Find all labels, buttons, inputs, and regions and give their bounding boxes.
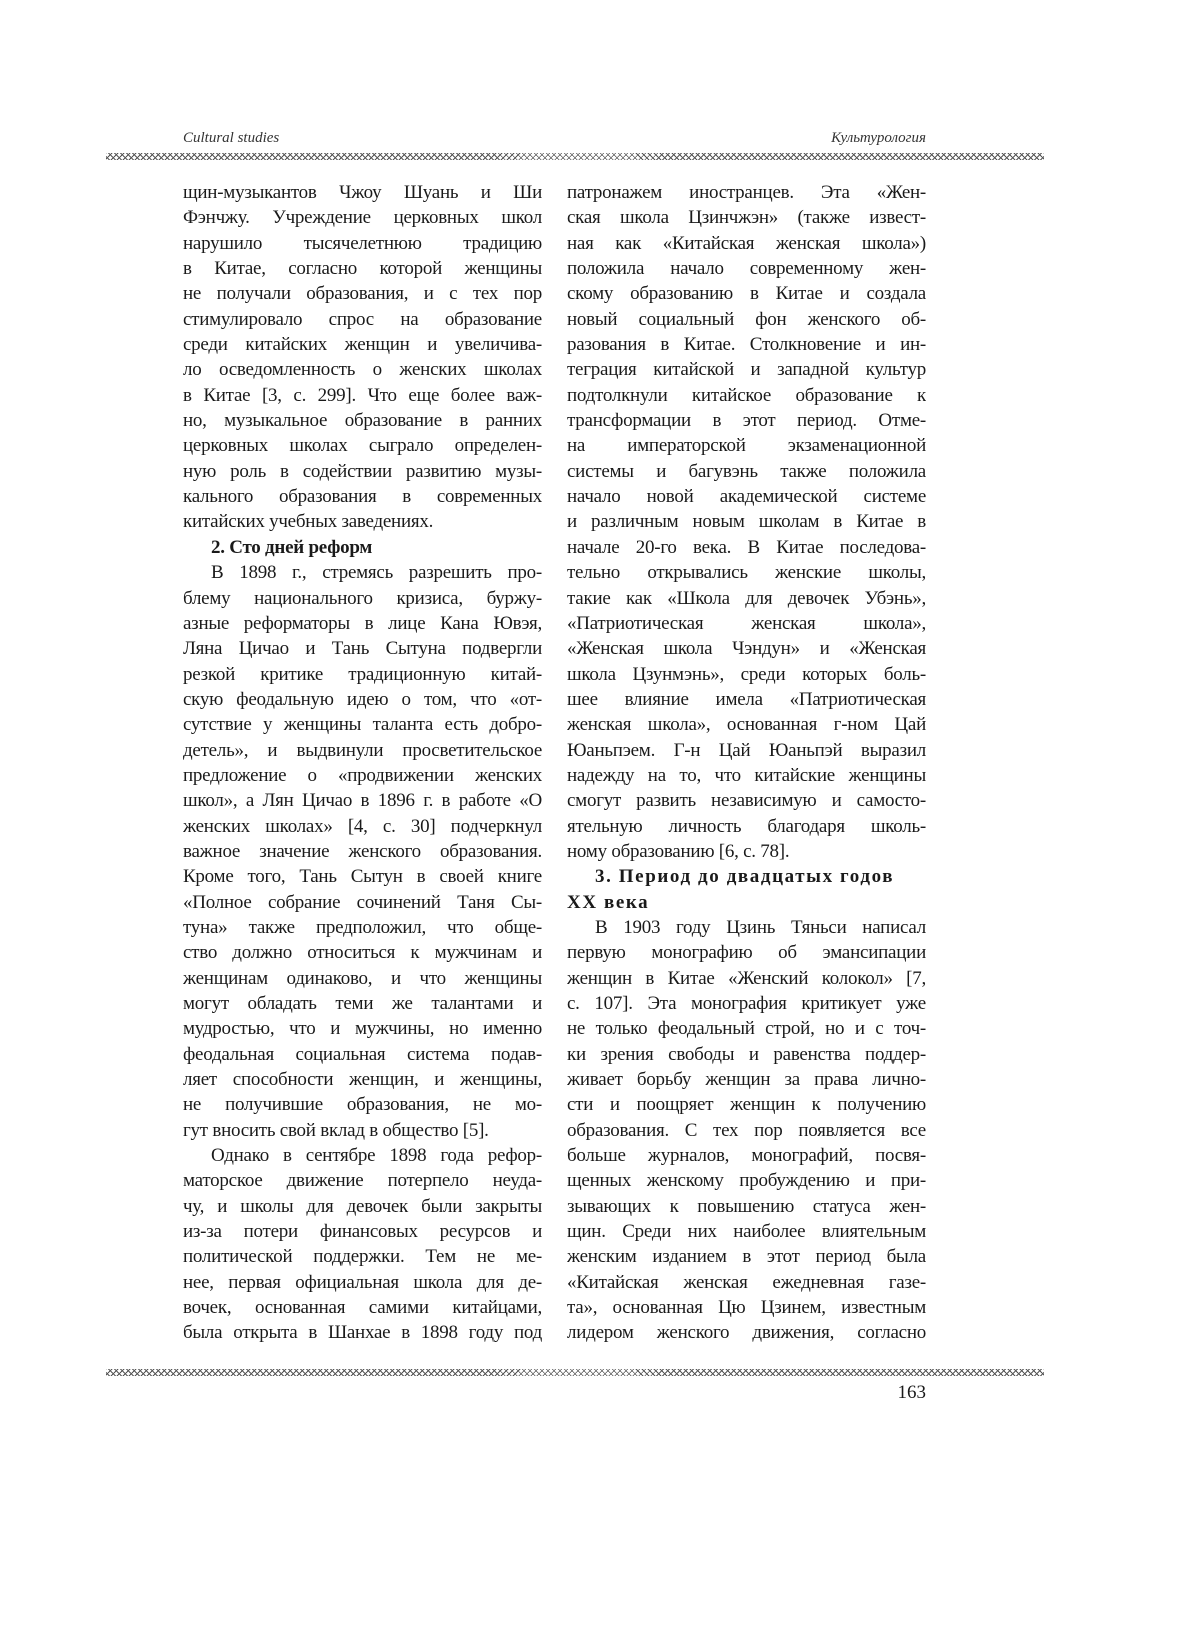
text-line: была открыта в Шанхае в 1898 году под — [183, 1320, 542, 1345]
text-line: «Патриотическая женская школа», — [567, 611, 926, 636]
text-line: чу, и школы для девочек были закрыты — [183, 1194, 542, 1219]
text-line: ляет способности женщин, и женщины, — [183, 1067, 542, 1092]
text-line: нее, первая официальная школа для де- — [183, 1270, 542, 1295]
text-line: среди китайских женщин и увеличива- — [183, 332, 542, 357]
text-line: блему национального кризиса, буржу- — [183, 586, 542, 611]
text-line: ство должно относиться к мужчинам и — [183, 940, 542, 965]
text-line: первую монографию об эмансипации — [567, 940, 926, 965]
text-line: скую феодальную идею о том, что «от- — [183, 687, 542, 712]
text-line: «Китайская женская ежедневная газе- — [567, 1270, 926, 1295]
text-line: системы и багувэнь также положила — [567, 459, 926, 484]
text-line: ло осведомленность о женских школах — [183, 357, 542, 382]
text-line: азные реформаторы в лице Кана Ювэя, — [183, 611, 542, 636]
text-line: резкой критике традиционную китай- — [183, 662, 542, 687]
text-line: Однако в сентябре 1898 года рефор- — [183, 1143, 542, 1168]
text-line: ную роль в содействии развитию музы- — [183, 459, 542, 484]
text-line: с. 107]. Эта монография критикует уже — [567, 991, 926, 1016]
text-line: трансформации в этот период. Отме- — [567, 408, 926, 433]
text-line: тельно открывались женские школы, — [567, 560, 926, 585]
text-line: школ», а Лян Цичао в 1896 г. в работе «О — [183, 788, 542, 813]
text-line: вочек, основанная самими китайцами, — [183, 1295, 542, 1320]
text-line: женским изданием в этот период была — [567, 1244, 926, 1269]
text-line: гут вносить свой вклад в общество [5]. — [183, 1118, 542, 1143]
text-line: туна» также предположил, что обще- — [183, 915, 542, 940]
text-line: и различным новым школам в Китае в — [567, 509, 926, 534]
text-line: стимулировало спрос на образование — [183, 307, 542, 332]
paragraph — [567, 915, 926, 1346]
text-line: ская школа Цзинчжэн» (также извест- — [567, 205, 926, 230]
text-line: шее влияние имела «Патриотическая — [567, 687, 926, 712]
text-line: могут обладать теми же талантами и — [183, 991, 542, 1016]
text-line: «Женская школа Чэндун» и «Женская — [567, 636, 926, 661]
text-line: Фэнчжу. Учреждение церковных школ — [183, 205, 542, 230]
text-line: та», основанная Цю Цзинем, известным — [567, 1295, 926, 1320]
text-line: Юаньпэем. Г-н Цай Юаньпэй выразил — [567, 738, 926, 763]
paragraph — [183, 560, 542, 1143]
text-line: политической поддержки. Тем не ме- — [183, 1244, 542, 1269]
text-line: не получали образования, и с тех пор — [183, 281, 542, 306]
text-line: живает борьбу женщин за права лично- — [567, 1067, 926, 1092]
text-line: китайских учебных заведениях. — [183, 509, 542, 534]
text-line: на императорской экзаменационной — [567, 433, 926, 458]
text-line: «Полное собрание сочинений Таня Сы- — [183, 890, 542, 915]
text-line: в Китае, согласно которой женщины — [183, 256, 542, 281]
footer-ornament-divider — [106, 1369, 1044, 1376]
heading-line: 2. Сто дней реформ — [183, 535, 542, 560]
text-line: подтолкнули китайское образование к — [567, 383, 926, 408]
paragraph — [183, 180, 542, 535]
text-line: кального образования в современных — [183, 484, 542, 509]
text-line: разования в Китае. Столкновение и ин- — [567, 332, 926, 357]
text-line: такие как «Школа для девочек Убэнь», — [567, 586, 926, 611]
text-line: маторское движение потерпело неуда- — [183, 1168, 542, 1193]
text-line: лидером женского движения, согласно — [567, 1320, 926, 1345]
text-line: патронажем иностранцев. Эта «Жен- — [567, 180, 926, 205]
text-line: детель», и выдвинули просветительское — [183, 738, 542, 763]
section-heading — [567, 864, 926, 915]
text-line: В 1903 году Цзинь Тяньси написал — [567, 915, 926, 940]
heading-line: 3. Период до двадцатых годов — [567, 864, 926, 889]
text-line: положила начало современному жен- — [567, 256, 926, 281]
text-line: больше журналов, монографий, посвя- — [567, 1143, 926, 1168]
heading-line: XX века — [567, 890, 926, 915]
text-line: щенных женскому пробуждению и при- — [567, 1168, 926, 1193]
text-line: но, музыкальное образование в ранних — [183, 408, 542, 433]
text-line: начале 20-го века. В Китае последова- — [567, 535, 926, 560]
text-line: ному образованию [6, с. 78]. — [567, 839, 926, 864]
text-line: феодальная социальная система подав- — [183, 1042, 542, 1067]
text-line: в Китае [3, с. 299]. Что еще более важ- — [183, 383, 542, 408]
text-line: начало новой академической системе — [567, 484, 926, 509]
text-line: предложение о «продвижении женских — [183, 763, 542, 788]
text-line: школа Цзунмэнь», среди которых боль- — [567, 662, 926, 687]
text-line: женщин в Китае «Женский колокол» [7, — [567, 966, 926, 991]
text-column-right — [567, 180, 926, 1346]
text-line: ки зрения свободы и равенства поддер- — [567, 1042, 926, 1067]
text-line: надежду на то, что китайские женщины — [567, 763, 926, 788]
text-line: не получившие образования, не мо- — [183, 1092, 542, 1117]
text-line: сти и поощряет женщин к получению — [567, 1092, 926, 1117]
text-line: смогут развить независимую и самосто- — [567, 788, 926, 813]
running-header-left: Cultural studies — [183, 130, 279, 147]
text-line: ная как «Китайская женская школа») — [567, 231, 926, 256]
text-line: новый социальный фон женского об- — [567, 307, 926, 332]
page-number: 163 — [898, 1382, 927, 1404]
text-line: нарушило тысячелетнюю традицию — [183, 231, 542, 256]
text-line: из-за потери финансовых ресурсов и — [183, 1219, 542, 1244]
running-header-right: Культурология — [831, 130, 926, 147]
text-line: Кроме того, Тань Сытун в своей книге — [183, 864, 542, 889]
text-line: женская школа», основанная г-ном Цай — [567, 712, 926, 737]
paragraph — [567, 180, 926, 864]
header-ornament-divider — [106, 153, 1044, 160]
text-column-left — [183, 180, 542, 1346]
text-line: церковных школах сыграло определен- — [183, 433, 542, 458]
text-line: женщинам одинаково, и что женщины — [183, 966, 542, 991]
text-line: не только феодальный строй, но и с точ- — [567, 1016, 926, 1041]
text-line: В 1898 г., стремясь разрешить про- — [183, 560, 542, 585]
paragraph — [183, 1143, 542, 1346]
text-line: мудростью, что и мужчины, но именно — [183, 1016, 542, 1041]
section-heading — [183, 535, 542, 560]
text-line: зывающих к повышению статуса жен- — [567, 1194, 926, 1219]
text-line: важное значение женского образования. — [183, 839, 542, 864]
text-line: ятельную личность благодаря школь- — [567, 814, 926, 839]
text-line: сутствие у женщины таланта есть добро- — [183, 712, 542, 737]
text-line: щин-музыкантов Чжоу Шуань и Ши — [183, 180, 542, 205]
text-line: женских школах» [4, с. 30] подчеркнул — [183, 814, 542, 839]
text-line: Ляна Цичао и Тань Сытуна подвергли — [183, 636, 542, 661]
text-line: щин. Среди них наиболее влиятельным — [567, 1219, 926, 1244]
text-line: образования. С тех пор появляется все — [567, 1118, 926, 1143]
text-line: теграция китайской и западной культур — [567, 357, 926, 382]
text-line: скому образованию в Китае и создала — [567, 281, 926, 306]
